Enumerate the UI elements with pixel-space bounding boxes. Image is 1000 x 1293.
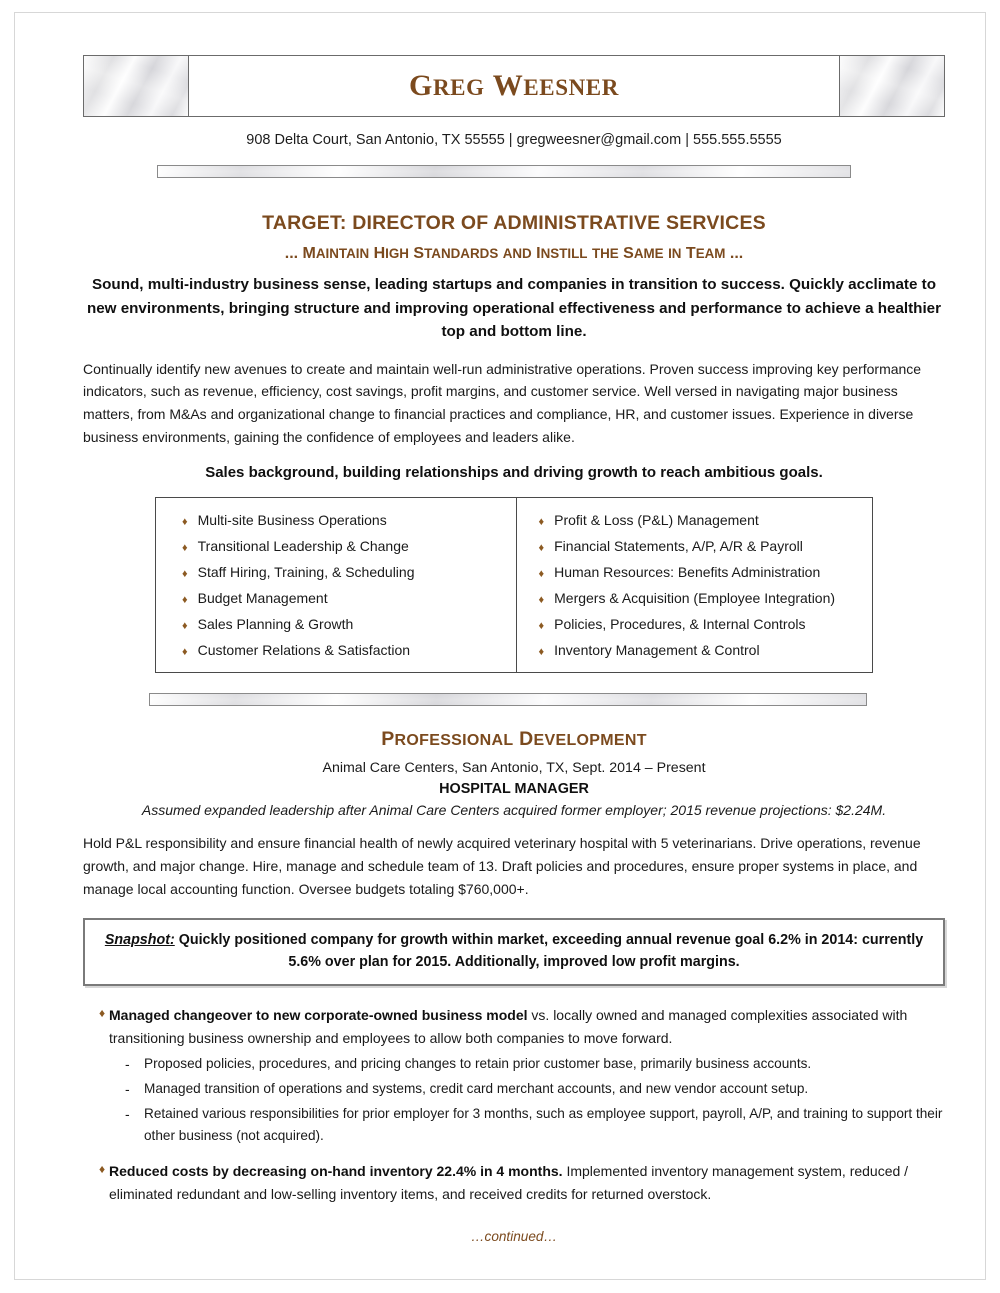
diamond-icon: ♦	[538, 515, 545, 528]
achievement-text	[109, 1004, 945, 1049]
list-item	[83, 1053, 945, 1075]
skill-label: Financial Statements, A/P, A/R & Payroll	[554, 537, 803, 554]
achievements-list	[83, 1004, 945, 1205]
snapshot-box	[83, 918, 945, 986]
list-item	[83, 1103, 945, 1146]
sub-achievement-text: Managed transition of operations and systems, credit card merchant accounts, and new vendor account setup.	[144, 1081, 809, 1097]
skill-item	[182, 559, 516, 585]
diamond-icon: ♦	[538, 567, 545, 580]
skill-item	[539, 637, 873, 663]
dash-icon: -	[125, 1106, 130, 1123]
list-item	[83, 1004, 945, 1049]
target-title: TARGET: DIRECTOR OF ADMINISTRATIVE SERVICES	[262, 212, 766, 234]
target-tagline: ... MAINTAIN HIGH STANDARDS AND INSTILL THE SAME IN TEAM ...	[284, 245, 744, 262]
paper-sheet	[14, 12, 986, 1280]
last-name: WEESNER	[492, 69, 619, 102]
list-item	[83, 1078, 945, 1100]
job-description: Hold P&L responsibility and ensure financial health of newly acquired veterinary hospital with 5 veterinarians. Drive operations, revenue growth, and major change. Hire, manage and schedule team of 13. Draft policies and procedures, ensure proper systems in place, and manage local accounting function. Oversee budgets totaling $760,000+.	[83, 835, 921, 897]
job-title: HOSPITAL MANAGER	[439, 781, 589, 798]
skill-item	[539, 507, 873, 533]
diamond-icon: ♦	[182, 619, 188, 632]
achievement-text	[109, 1160, 945, 1205]
name-banner	[83, 55, 945, 117]
diamond-icon: ♦	[182, 541, 188, 554]
diamond-icon: ♦	[538, 619, 545, 632]
skill-item	[182, 533, 516, 559]
skill-label: Policies, Procedures, & Internal Controls	[554, 615, 806, 632]
diamond-icon: ♦	[538, 645, 545, 658]
achievement-bold: Reduced costs by decreasing on-hand inventory 22.4% in 4 months.	[109, 1163, 563, 1180]
skills-column-right	[517, 498, 873, 672]
skill-item	[182, 507, 516, 533]
sub-achievement-text: Retained various responsibilities for prior employer for 3 months, such as employee support, payroll, A/P, and training to support their other business (not acquired).	[144, 1106, 943, 1143]
section-title-professional-development: PROFESSIONAL DEVELOPMENT	[381, 728, 647, 751]
skill-item	[539, 585, 873, 611]
job-note: Assumed expanded leadership after Animal Care Centers acquired former employer; 2015 revenue projections: $2.24M.	[141, 802, 887, 819]
first-name: GREG	[409, 69, 485, 102]
skill-label: Customer Relations & Satisfaction	[197, 641, 411, 658]
skill-label: Transitional Leadership & Change	[197, 537, 409, 554]
contact-line: 908 Delta Court, San Antonio, TX 55555 | gregweesner@gmail.com | 555.555.5555	[246, 132, 782, 148]
achievement-bold: Managed changeover to new corporate-owned business model	[109, 1007, 528, 1024]
skill-label: Multi-site Business Operations	[197, 511, 387, 528]
diamond-icon: ♦	[182, 567, 188, 580]
spacer	[83, 1146, 945, 1158]
divider-marble-top	[157, 165, 851, 178]
sub-achievement-text: Proposed policies, procedures, and pricing changes to retain prior customer base, primarily business accounts.	[144, 1056, 812, 1072]
achievement-rest: vs. locally owned and managed complexities associated with transitioning business ownership and employees to allow both companies to move forward.	[109, 1007, 908, 1046]
company-line: Animal Care Centers, San Antonio, TX, Sept. 2014 – Present	[322, 760, 706, 777]
skill-item	[539, 533, 873, 559]
skill-item	[182, 585, 516, 611]
dash-icon: -	[125, 1081, 130, 1098]
skill-label: Sales Planning & Growth	[197, 615, 354, 632]
diamond-icon: ♦	[182, 593, 188, 606]
skill-item	[182, 611, 516, 637]
diamond-icon: ♦	[99, 1006, 106, 1021]
skill-label: Human Resources: Benefits Administration	[554, 563, 821, 580]
skills-column-left	[156, 498, 517, 672]
snapshot-text: Quickly positioned company for growth within market, exceeding annual revenue goal 6.2% in 2014: currently 5.6% over plan for 2015. Additionally, improved low profit margins.	[174, 932, 924, 970]
skill-item	[182, 637, 516, 663]
achievement-rest: Implemented inventory management system, reduced / eliminated redundant and low-selling inventory items, and received credits for returned overstock.	[109, 1163, 909, 1202]
sales-highlight: Sales background, building relationships and driving growth to reach ambitious goals.	[205, 464, 823, 482]
diamond-icon: ♦	[182, 515, 188, 528]
dash-icon: -	[125, 1056, 130, 1073]
marble-block-left	[84, 56, 189, 116]
snapshot-label: Snapshot:	[104, 932, 175, 949]
name-cell	[189, 56, 839, 116]
diamond-icon: ♦	[538, 593, 545, 606]
diamond-icon: ♦	[182, 645, 188, 658]
skill-label: Budget Management	[197, 589, 328, 606]
skill-item	[539, 559, 873, 585]
skill-label: Profit & Loss (P&L) Management	[554, 511, 759, 528]
summary-paragraph: Continually identify new avenues to create and maintain well-run administrative operations. Proven success improving key performance indicators, such as revenue, efficiency, cost savings, profit margins, and customer service. Well versed in navigating major business matters, from M&As and organizational change to financial practices and compliance, HR, and customer issues. Experience in diverse business environments, gaining the confidence of employees and leaders alike.	[83, 360, 922, 445]
summary-highlight: Sound, multi-industry business sense, leading startups and companies in transition to success. Quickly acclimate to new environments, bringing structure and improving operational effectiveness and performance to achieve a healthier top and bottom line.	[86, 276, 942, 341]
diamond-icon: ♦	[538, 541, 545, 554]
divider-marble-bottom	[149, 693, 867, 706]
page-title	[409, 69, 619, 103]
continued-marker: …continued…	[470, 1228, 558, 1244]
sub-achievements-list	[83, 1053, 945, 1146]
diamond-icon: ♦	[99, 1162, 106, 1177]
skill-label: Mergers & Acquisition (Employee Integration)	[554, 589, 836, 606]
core-competencies-box	[155, 497, 873, 673]
skill-label: Inventory Management & Control	[554, 641, 760, 658]
document-content	[83, 55, 945, 1244]
list-item	[83, 1160, 945, 1205]
skill-item	[539, 611, 873, 637]
skill-label: Staff Hiring, Training, & Scheduling	[197, 563, 415, 580]
marble-block-right	[839, 56, 944, 116]
